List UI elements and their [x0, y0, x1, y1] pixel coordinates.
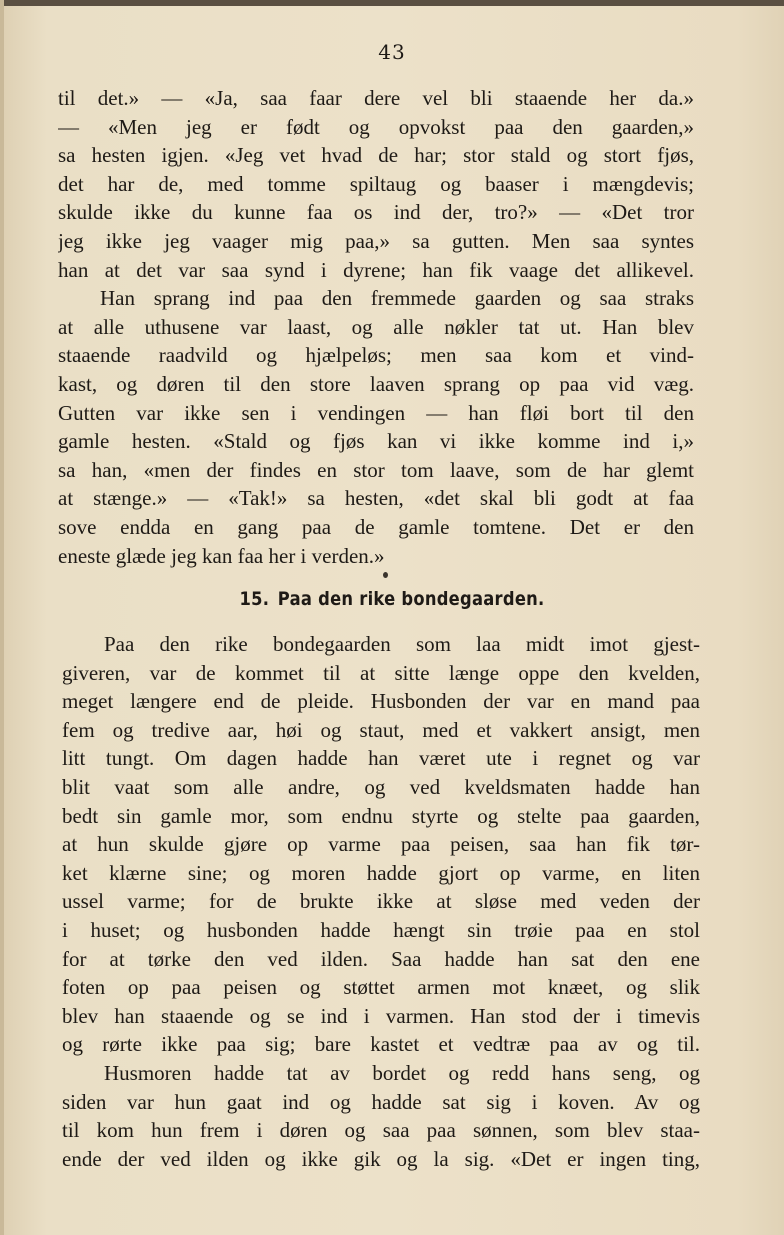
text-line: litt tungt. Om dagen hadde han været ute i regnet og var: [62, 746, 700, 771]
text-line: ket klærne sine; og moren hadde gjort op varme, en liten: [62, 860, 700, 885]
section-ornament-dot: [383, 572, 388, 578]
page-gutter-edge: [0, 0, 4, 1235]
text-line: for at tørke den ved ilden. Saa hadde han sat den ene: [62, 946, 700, 971]
chapter-title: Paa den rike bondegaarden.: [277, 588, 545, 610]
text-line: bedt sin gamle mor, som endnu styrte og stelte paa gaarden,: [62, 803, 700, 828]
text-line: gamle hesten. «Stald og fjøs kan vi ikke komme ind i,»: [58, 429, 694, 454]
text-line: til det.» — «Ja, saa faar dere vel bli staaende her da.»: [58, 86, 694, 110]
text-line: sove endda en gang paa de gamle tomtene. Det er den: [58, 514, 694, 539]
chapter-heading: [55, 588, 729, 610]
text-line: Husmoren hadde tat av bordet og redd hans seng, og: [104, 1060, 700, 1085]
text-line: blev han staaende og se ind i varmen. Han stod der i timevis: [62, 1003, 700, 1028]
text-line: han at det var saa synd i dyrene; han fik vaage det allikevel.: [58, 257, 694, 282]
text-line: at hun skulde gjøre op varme paa peisen, saa han fik tør-: [62, 832, 700, 857]
text-line: ussel varme; for de brukte ikke at sløse med veden der: [62, 889, 700, 914]
text-line: foten op paa peisen og støttet armen mot knæet, og slik: [62, 975, 700, 1000]
text-line: i huset; og husbonden hadde hængt sin trøie paa en stol: [62, 917, 700, 942]
text-line: det har de, med tomme spiltaug og baaser i mængdevis;: [58, 171, 694, 196]
text-line: til kom hun frem i døren og saa paa sønnen, som blev staa-: [62, 1118, 700, 1143]
scan-top-edge: [0, 0, 784, 6]
text-line: staaende raadvild og hjælpeløs; men saa kom et vind-: [58, 343, 694, 368]
paragraph-block-2: [62, 630, 700, 1173]
text-line: sa han, «men der findes en stor tom laave, som de har glemt: [58, 457, 694, 482]
text-line: ende der ved ilden og ikke gik og la sig. «Det er ingen ting,: [62, 1146, 700, 1171]
text-line: giveren, var de kommet til at sitte længe oppe den kvelden,: [62, 660, 700, 685]
text-line: at stænge.» — «Tak!» sa hesten, «det skal bli godt at faa: [58, 486, 694, 511]
text-line: sa hesten igjen. «Jeg vet hvad de har; stor stald og stort fjøs,: [58, 143, 694, 168]
text-line: at alle uthusene var laast, og alle nøkler tat ut. Han blev: [58, 314, 694, 339]
page-number: 43: [378, 40, 406, 64]
chapter-number: 15.: [239, 588, 270, 610]
text-line: og rørte ikke paa sig; bare kastet et vedtræ paa av og til.: [62, 1032, 700, 1057]
text-line: siden var hun gaat ind og hadde sat sig i koven. Av og: [62, 1089, 700, 1114]
text-line: skulde ikke du kunne faa os ind der, tro?» — «Det tror: [58, 200, 694, 225]
text-line: eneste glæde jeg kan faa her i verden.»: [58, 543, 385, 568]
text-line: blit vaat som alle andre, og ved kveldsmaten hadde han: [62, 774, 700, 799]
paragraph-block-1: [58, 84, 694, 570]
text-line: Paa den rike bondegaarden som laa midt imot gjest-: [104, 632, 700, 656]
text-line: meget længere end de pleide. Husbonden der var en mand paa: [62, 689, 700, 714]
text-line: — «Men jeg er født og opvokst paa den gaarden,»: [58, 114, 694, 139]
text-line: Gutten var ikke sen i vendingen — han fløi bort til den: [58, 400, 694, 425]
text-line: fem og tredive aar, høi og staut, med et vakkert ansigt, men: [62, 717, 700, 742]
text-line: jeg ikke jeg vaager mig paa,» sa gutten. Men saa syntes: [58, 228, 694, 253]
text-line: kast, og døren til den store laaven sprang op paa vid væg.: [58, 371, 694, 396]
text-line: Han sprang ind paa den fremmede gaarden og saa straks: [100, 286, 694, 311]
